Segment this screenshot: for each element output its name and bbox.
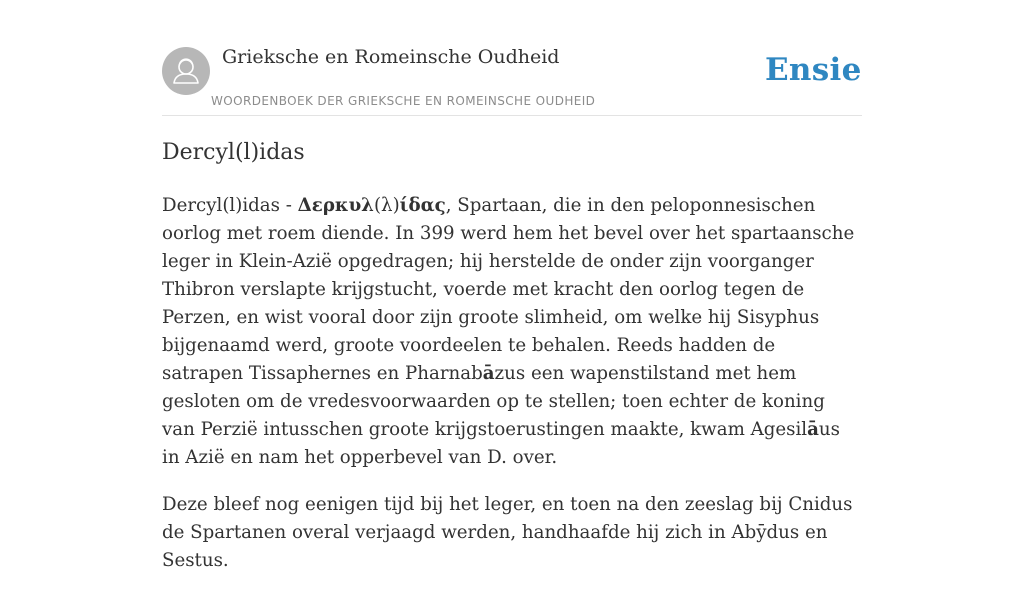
macron-letter: ā [482,363,495,384]
entry-lead: Dercyl(l)idas - [162,195,298,216]
user-icon [162,47,210,95]
greek-name [298,195,446,216]
site-title[interactable]: Grieksche en Romeinsche Oudheid [222,46,560,68]
entry-paragraph-1 [162,192,862,472]
site-subtitle[interactable]: WOORDENBOEK DER GRIEKSCHE EN ROMEINSCHE OUDHEID [211,94,596,108]
entry-text: , Spartaan, die in den peloponnesischen oorlog met roem diende. In 399 werd hem het bevel over het spartaansche leger in Klein-Azië opgedragen; hij herstelde de onder zijn voorganger Thibron verslapte krijgstucht, voerde met kracht den oorlog tegen de Perzen, en wist vooral door zijn groote slimheid, om welke hij Sisyphus bijgenaamd werd, groote voordeelen te behalen. Reeds hadden de satrapen Tissaphernes en Pharnab [162,195,855,384]
entry-paragraph-2: Deze bleef nog eenigen tijd bij het leger, en toen na den zeeslag bij Cnidus de Spartanen overal verjaagd werden, handhaafde hij zich in Abȳdus en Sestus. [162,494,853,571]
greek-name-part: Δερκυλ [297,195,374,216]
macron-letter: ā [807,419,819,440]
greek-name-paren: (λ) [373,195,400,216]
entry-text: us in Azië en nam het opperbevel van D. over. [162,419,840,468]
greek-name-part: ίδας [399,195,446,216]
entry-title: Dercyl(l)idas [162,140,305,165]
header-divider [162,115,862,116]
brand-logo[interactable]: Ensie [765,52,862,88]
avatar[interactable] [162,47,210,95]
entry-text: zus een wapenstilstand met hem gesloten om de vredesvoorwaarden op te stellen; toen echter de koning van Perzië intusschen groote krijgstoerustingen maakte, kwam Agesil [162,363,825,440]
entry-body [162,192,862,594]
